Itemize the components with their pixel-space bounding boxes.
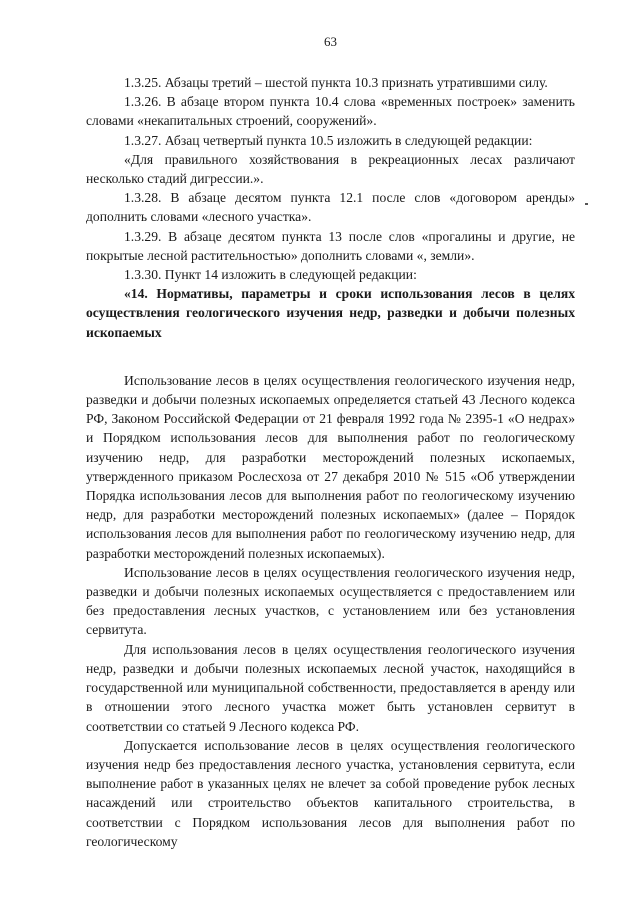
margin-mark [585, 203, 588, 205]
amendment-1-3-25: 1.3.25. Абзацы третий – шестой пункта 10.3 признать утратившими силу. [124, 75, 548, 90]
body-paragraph: Использование лесов в целях осуществления геологического изучения недр, разведки и добычи полезных ископаемых осуществляется с предоставлением или без предоставления лесных участков, с установлением или без установления сервитута. [86, 564, 575, 638]
body-paragraph: Использование лесов в целях осуществления геологического изучения недр, разведки и добычи полезных ископаемых определяется статьей 43 Лесного кодекса РФ, Законом Российской Федерации от 21 февраля 1992 года № 2395-1 «О недрах» и Порядком использования лесов для выполнения работ по геологическому изучению недр, для разработки месторождений полезных ископаемых, утвержденного приказом Рослесхоза от 27 декабря 2010 № 515 «Об утверждении Порядка использования лесов для выполнения работ по геологическому изучению недр, для разработки месторождений полезных ископаемых» (далее – Порядок использования лесов для выполнения работ по геологическому изучению недр, для разработки месторождений полезных ископаемых). [86, 372, 575, 561]
amendment-1-3-29: 1.3.29. В абзаце десятом пункта 13 после слов «прогалины и другие, не покрытые лесной растительностью» дополнить словами «, земли». [86, 228, 575, 263]
amendment-quote: «Для правильного хозяйствования в рекреационных лесах различают несколько стадий дигрессии.». [86, 151, 575, 187]
amendment-1-3-26: 1.3.26. В абзаце втором пункта 10.4 слова «временных построек» заменить словами «некапитальных строений, сооружений». [86, 94, 575, 129]
amendment-1-3-28: 1.3.28. В абзаце десятом пункта 12.1 после слов «договором аренды» дополнить словами «лесного участка». [86, 190, 575, 225]
page-number: 63 [324, 34, 337, 49]
section-heading: «14. Нормативы, параметры и сроки использования лесов в целях осуществления геологического изучения недр, разведки и добычи полезных ископаемых [86, 286, 575, 340]
amendment-1-3-30: 1.3.30. Пункт 14 изложить в следующей редакции: [124, 267, 417, 283]
amendment-1-3-27: 1.3.27. Абзац четвертый пункта 10.5 изложить в следующей редакции: [124, 132, 533, 148]
body-paragraph: Допускается использование лесов в целях осуществления геологического изучения недр без предоставления лесного участка, установления сервитута, если выполнение работ в указанных целях не влечет за собой проведение рубок лесных насаждений или строительство объектов капитального строительства, в соответствии с Порядком использования лесов для выполнения работ по геологическому [86, 737, 575, 849]
document-body [86, 73, 575, 851]
body-paragraph: Для использования лесов в целях осуществления геологического изучения недр, разведки и добычи полезных ископаемых лесной участок, находящийся в государственной или муниципальной собственности, предоставляется в аренду или в отношении этого лесного участка может быть установлен сервитут в соответствии со статьей 9 Лесного кодекса РФ. [86, 641, 575, 734]
document-page [86, 0, 575, 905]
section-spacer [86, 342, 575, 371]
